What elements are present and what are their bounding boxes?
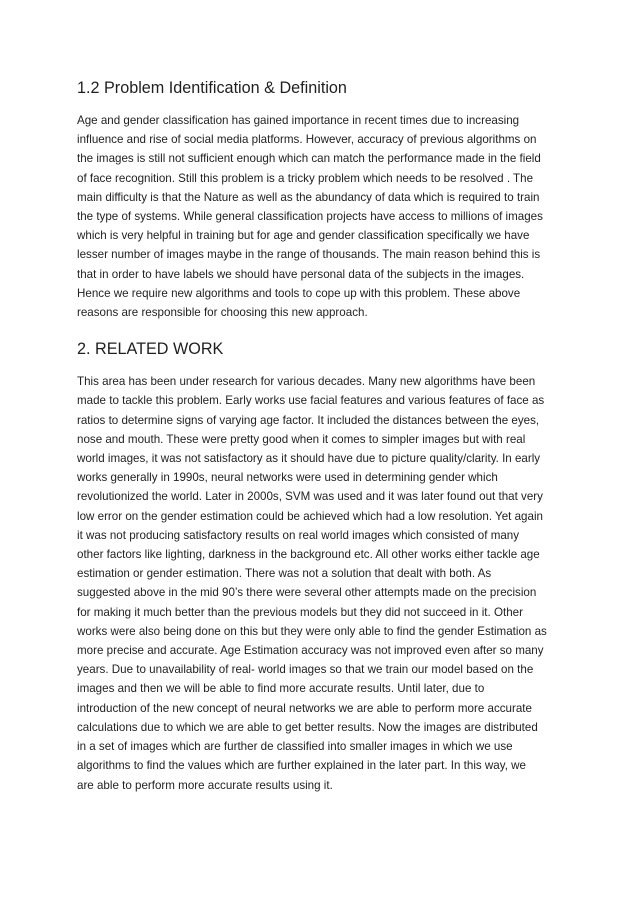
paragraph-line: it was not producing satisfactory results on real world images which consisted of many <box>77 528 520 542</box>
document-page <box>77 78 562 795</box>
paragraph-line: that in order to have labels we should have personal data of the subjects in the images. <box>77 267 525 281</box>
paragraph-line: for making it much better than the previous models but they did not succeed in it. Other <box>77 605 523 619</box>
paragraph-line: lesser number of images maybe in the range of thousands. The main reason behind this is <box>77 248 541 262</box>
paragraph-line: are able to perform more accurate results using it. <box>77 778 333 792</box>
paragraph-line: estimation or gender estimation. There was not a solution that dealt with both. As <box>77 567 492 581</box>
paragraph-line: calculations due to which we are able to get better results. Now the images are distributed <box>77 720 538 734</box>
paragraph-line: made to tackle this problem. Early works use facial features and various features of face as <box>77 394 545 408</box>
paragraph-line: world images, it was not satisfactory as it should have due to picture quality/clarity. In early <box>77 452 541 466</box>
paragraph-line: ratios to determine signs of varying age factor. It included the distances between the eyes, <box>77 413 540 427</box>
paragraph-line: reasons are responsible for choosing this new approach. <box>77 306 368 320</box>
section-heading-related-work: 2. RELATED WORK <box>77 340 224 359</box>
paragraph-line: works generally in 1990s, neural networks were used in determining gender which <box>77 471 498 485</box>
paragraph-line: This area has been under research for various decades. Many new algorithms have been <box>77 375 536 389</box>
problem-identification-paragraph <box>77 111 562 322</box>
paragraph-line: works were also being done on this but they were only able to find the gender Estimation as <box>77 624 547 638</box>
related-work-paragraph <box>77 372 562 794</box>
paragraph-line: which is very helpful in training but for age and gender classification specifically we have <box>77 229 530 243</box>
paragraph-line: more precise and accurate. Age Estimation accuracy was not improved even after so many <box>77 644 544 658</box>
paragraph-line: low error on the gender estimation could be achieved which had a low resolution. Yet again <box>77 509 543 523</box>
paragraph-line: other factors like lighting, darkness in the background etc. All other works either tackle age <box>77 548 540 562</box>
paragraph-line: algorithms to find the values which are further explained in the later part. In this way, we <box>77 759 526 773</box>
paragraph-line: introduction of the new concept of neural networks we are able to perform more accurate <box>77 701 532 715</box>
paragraph-line: in a set of images which are further de classified into smaller images in which we use <box>77 740 513 754</box>
paragraph-line: Hence we require new algorithms and tools to cope up with this problem. These above <box>77 286 521 300</box>
paragraph-line: nose and mouth. These were pretty good when it comes to simpler images but with real <box>77 432 526 446</box>
paragraph-line: main difficulty is that the Nature as well as the abundancy of data which is required to train <box>77 190 540 204</box>
paragraph-line: suggested above in the mid 90’s there were several other attempts made on the precision <box>77 586 537 600</box>
paragraph-line: images and then we will be able to find more accurate results. Until later, due to <box>77 682 485 696</box>
paragraph-line: of face recognition. Still this problem is a tricky problem which needs to be resolved . The <box>77 171 534 185</box>
paragraph-line: influence and rise of social media platforms. However, accuracy of previous algorithms on <box>77 133 537 147</box>
paragraph-line: Age and gender classification has gained importance in recent times due to increasing <box>77 114 520 127</box>
paragraph-line: the type of systems. While general classification projects have access to millions of images <box>77 210 543 224</box>
paragraph-line: revolutionized the world. Later in 2000s, SVM was used and it was later found out that very <box>77 490 543 504</box>
section-heading-problem-identification: 1.2 Problem Identification & Definition <box>77 79 347 97</box>
paragraph-line: the images is still not sufficient enough which can match the performance made in the field <box>77 152 541 166</box>
paragraph-line: years. Due to unavailability of real- world images so that we train our model based on the <box>77 663 534 677</box>
